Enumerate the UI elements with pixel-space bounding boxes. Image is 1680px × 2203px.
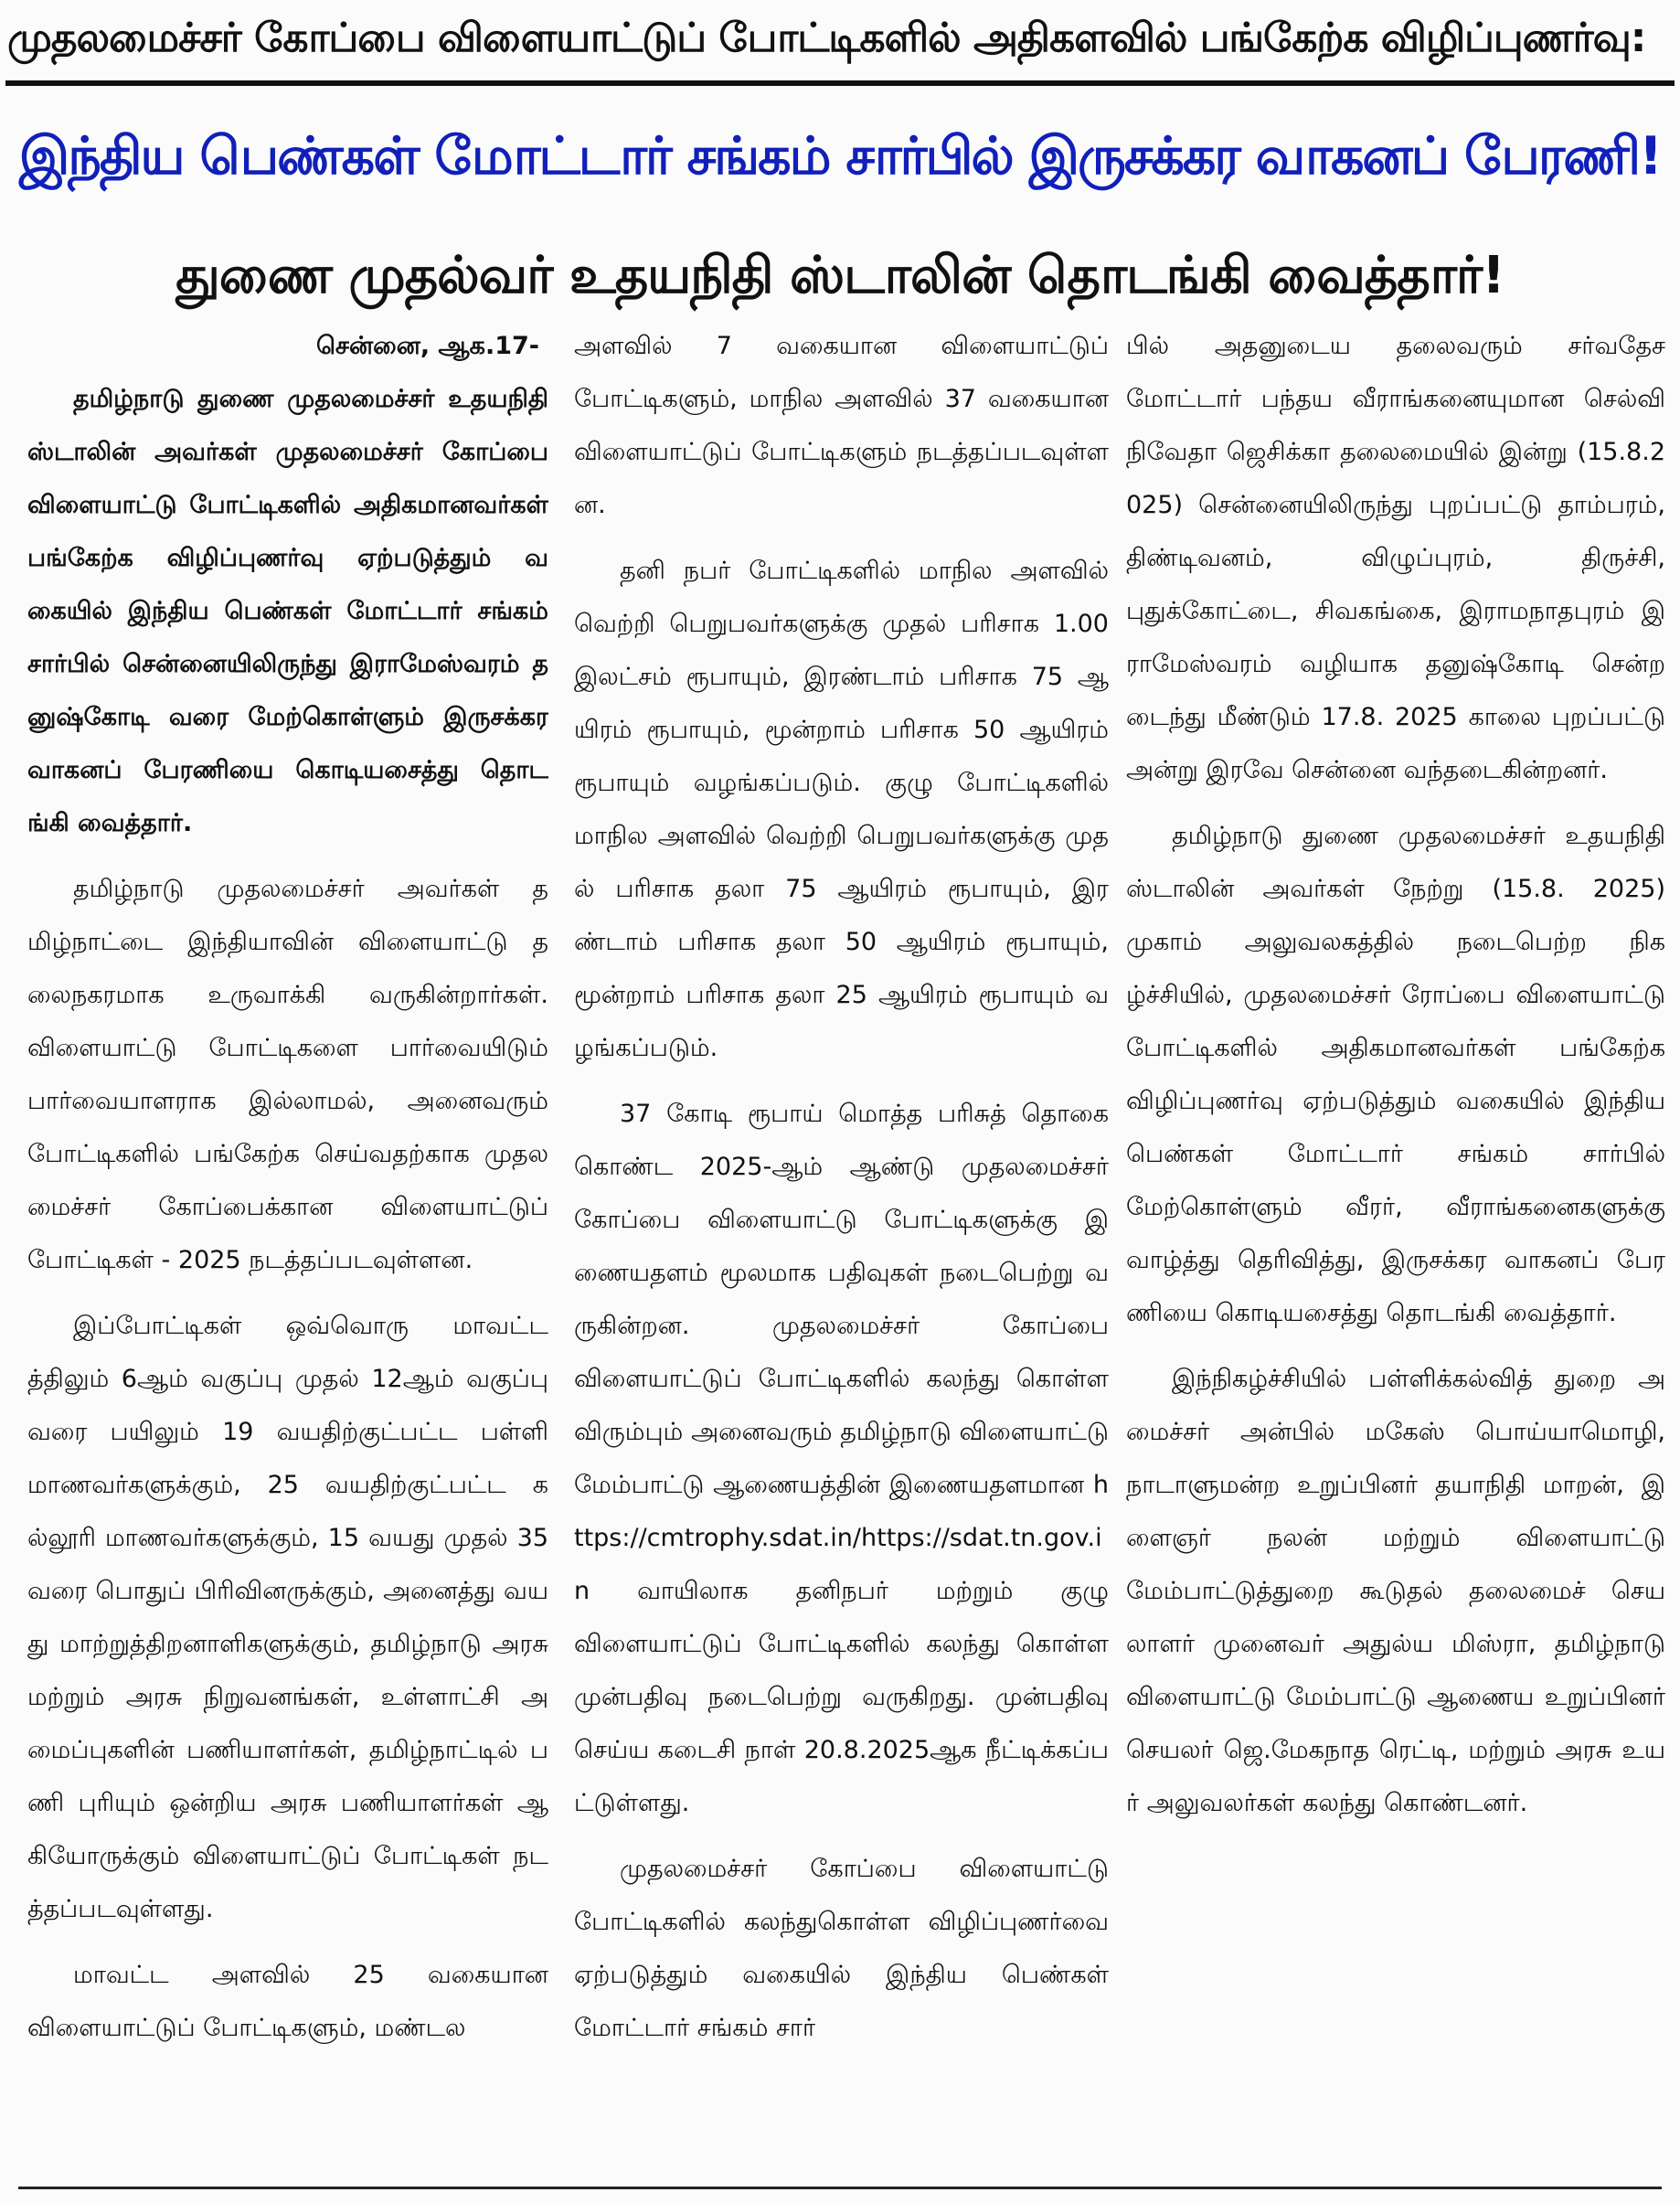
paragraph: இந்நிகழ்ச்சியில் பள்ளிக்கல்வித் துறை அமைச்சர் அன்பில் மகேஸ் பொய்யாமொழி, நாடாளுமன்ற உறுப்பினர் தயாநிதி மாறன், இளைஞர் நலன் மற்றும் விளையாட்டு மேம்பாட்டுத்துறை கூடுதல் தலைமைச் செயலாளர் முனைவர் அதுல்ய மிஸ்ரா, தமிழ்நாடு விளையாட்டு மேம்பாட்டு ஆணைய உறுப்பினர் செயலர் ஜெ.மேகநாத ரெட்டி, மற்றும் அரசு உயர் அலுவலர்கள் கலந்து கொண்டனர். (1126, 1365, 1665, 1817)
dateline: சென்னை, ஆக.17- (316, 332, 539, 360)
paragraph: அளவில் 7 வகையான விளையாட்டுப் போட்டிகளும், மாநில அளவில் 37 வகையான விளையாட்டுப் போட்டிகளும் நடத்தப்படவுள்ளன. (574, 332, 1109, 519)
bottom-rule (18, 2187, 1662, 2189)
paragraph: பில் அதனுடைய தலைவரும் சர்வதேச மோட்டார் பந்தய வீராங்கனையுமான செல்வி நிவேதா ஜெசிக்கா தலைமையில் இன்று (15.8.2025) சென்னையிலிருந்து புறப்பட்டு தாம்பரம், திண்டிவனம், விழுப்புரம், திருச்சி, புதுக்கோட்டை, சிவகங்கை, இராமநாதபுரம் இராமேஸ்வரம் வழியாக தனுஷ்கோடி சென்றடைந்து மீண்டும் 17.8. 2025 காலை புறப்பட்டு அன்று இரவே சென்னை வந்தடைகின்றனர். (1126, 332, 1665, 784)
article-column-2 (574, 320, 1109, 2176)
subheadline: துணை முதல்வர் உதயநிதி ஸ்டாலின் தொடங்கி வைத்தார்! (175, 246, 1505, 305)
paragraph: தமிழ்நாடு துணை முதலமைச்சர் உதயநிதி ஸ்டாலின் அவர்கள் நேற்று (15.8. 2025) முகாம் அலுவலகத்தில் நடைபெற்ற நிகழ்ச்சியில், முதலமைச்சர் ரோப்பை விளையாட்டு போட்டிகளில் அதிகமானவர்கள் பங்கேற்க விழிப்புணர்வு ஏற்படுத்தும் வகையில் இந்திய பெண்கள் மோட்டார் சங்கம் சார்பில் மேற்கொள்ளும் வீரர், வீராங்கனைகளுக்கு வாழ்த்து தெரிவித்து, இருசக்கர வாகனப் பேரணியை கொடியசைத்து தொடங்கி வைத்தார். (1126, 822, 1665, 1327)
lead-paragraph: தமிழ்நாடு துணை முதலமைச்சர் உதயநிதி ஸ்டாலின் அவர்கள் முதலமைச்சர் கோப்பை விளையாட்டு போட்டிகளில் அதிகமானவர்கள் பங்கேற்க விழிப்புணர்வு ஏற்படுத்தும் வகையில் இந்திய பெண்கள் மோட்டார் சங்கம் சார்பில் சென்னையிலிருந்து இராமேஸ்வரம் தனுஷ்கோடி வரை மேற்கொள்ளும் இருசக்கர வாகனப் பேரணியை கொடியசைத்து தொடங்கி வைத்தார். (27, 385, 548, 837)
kicker-line: முதலமைச்சர் கோப்பை விளையாட்டுப் போட்டிகளில் அதிகளவில் பங்கேற்க விழிப்புணர்வு: (7, 15, 1646, 61)
headline: இந்திய பெண்கள் மோட்டார் சங்கம் சார்பில் இருசக்கர வாகனப் பேரணி! (18, 126, 1662, 186)
paragraph: தமிழ்நாடு முதலமைச்சர் அவர்கள் தமிழ்நாட்டை இந்தியாவின் விளையாட்டு தலைநகரமாக உருவாக்கி வருகின்றார்கள். விளையாட்டு போட்டிகளை பார்வையிடும் பார்வையாளராக இல்லாமல், அனைவரும் போட்டிகளில் பங்கேற்க செய்வதற்காக முதலமைச்சர் கோப்பைக்கான விளையாட்டுப் போட்டிகள் - 2025 நடத்தப்படவுள்ளன. (27, 875, 548, 1274)
paragraph: முதலமைச்சர் கோப்பை விளையாட்டு போட்டிகளில் கலந்துகொள்ள விழிப்புணர்வை ஏற்படுத்தும் வகையில் இந்திய பெண்கள் மோட்டார் சங்கம் சார் (574, 1855, 1109, 2042)
paragraph: இப்போட்டிகள் ஒவ்வொரு மாவட்டத்திலும் 6ஆம் வகுப்பு முதல் 12ஆம் வகுப்பு வரை பயிலும் 19 வயதிற்குட்பட்ட பள்ளி மாணவர்களுக்கும், 25 வயதிற்குட்பட்ட கல்லூரி மாணவர்களுக்கும், 15 வயது முதல் 35 வரை பொதுப் பிரிவினருக்கும், அனைத்து வயது மாற்றுத்திறனாளிகளுக்கும், தமிழ்நாடு அரசு மற்றும் அரசு நிறுவனங்கள், உள்ளாட்சி அமைப்புகளின் பணியாளர்கள், தமிழ்நாட்டில் பணி புரியும் ஒன்றிய அரசு பணியாளர்கள் ஆகியோருக்கும் விளையாட்டுப் போட்டிகள் நடத்தப்படவுள்ளது. (27, 1312, 548, 1923)
article-column-1 (27, 320, 548, 2176)
paragraph: மாவட்ட அளவில் 25 வகையான விளையாட்டுப் போட்டிகளும், மண்டல (27, 1961, 548, 2042)
article-column-3 (1126, 320, 1665, 2176)
paragraph: 37 கோடி ரூபாய் மொத்த பரிசுத் தொகை கொண்ட 2025-ஆம் ஆண்டு முதலமைச்சர் கோப்பை விளையாட்டு போட்டிகளுக்கு இணையதளம் மூலமாக பதிவுகள் நடைபெற்று வருகின்றன. முதலமைச்சர் கோப்பை விளையாட்டுப் போட்டிகளில் கலந்து கொள்ள விரும்பும் அனைவரும் தமிழ்நாடு விளையாட்டு மேம்பாட்டு ஆணையத்தின் இணையதளமான https://cmtrophy.sdat.in/https://sdat.tn.gov.in வாயிலாக தனிநபர் மற்றும் குழு விளையாட்டுப் போட்டிகளில் கலந்து கொள்ள முன்பதிவு நடைபெற்று வருகிறது. முன்பதிவு செய்ய கடைசி நாள் 20.8.2025ஆக நீட்டிக்கப்பட்டுள்ளது. (574, 1100, 1109, 1817)
header-rule (5, 80, 1675, 86)
paragraph: தனி நபர் போட்டிகளில் மாநில அளவில் வெற்றி பெறுபவர்களுக்கு முதல் பரிசாக 1.00 இலட்சம் ரூபாயும், இரண்டாம் பரிசாக 75 ஆயிரம் ரூபாயும், மூன்றாம் பரிசாக 50 ஆயிரம் ரூபாயும் வழங்கப்படும். குழு போட்டிகளில் மாநில அளவில் வெற்றி பெறுபவர்களுக்கு முதல் பரிசாக தலா 75 ஆயிரம் ரூபாயும், இரண்டாம் பரிசாக தலா 50 ஆயிரம் ரூபாயும், மூன்றாம் பரிசாக தலா 25 ஆயிரம் ரூபாயும் வழங்கப்படும். (574, 557, 1109, 1062)
